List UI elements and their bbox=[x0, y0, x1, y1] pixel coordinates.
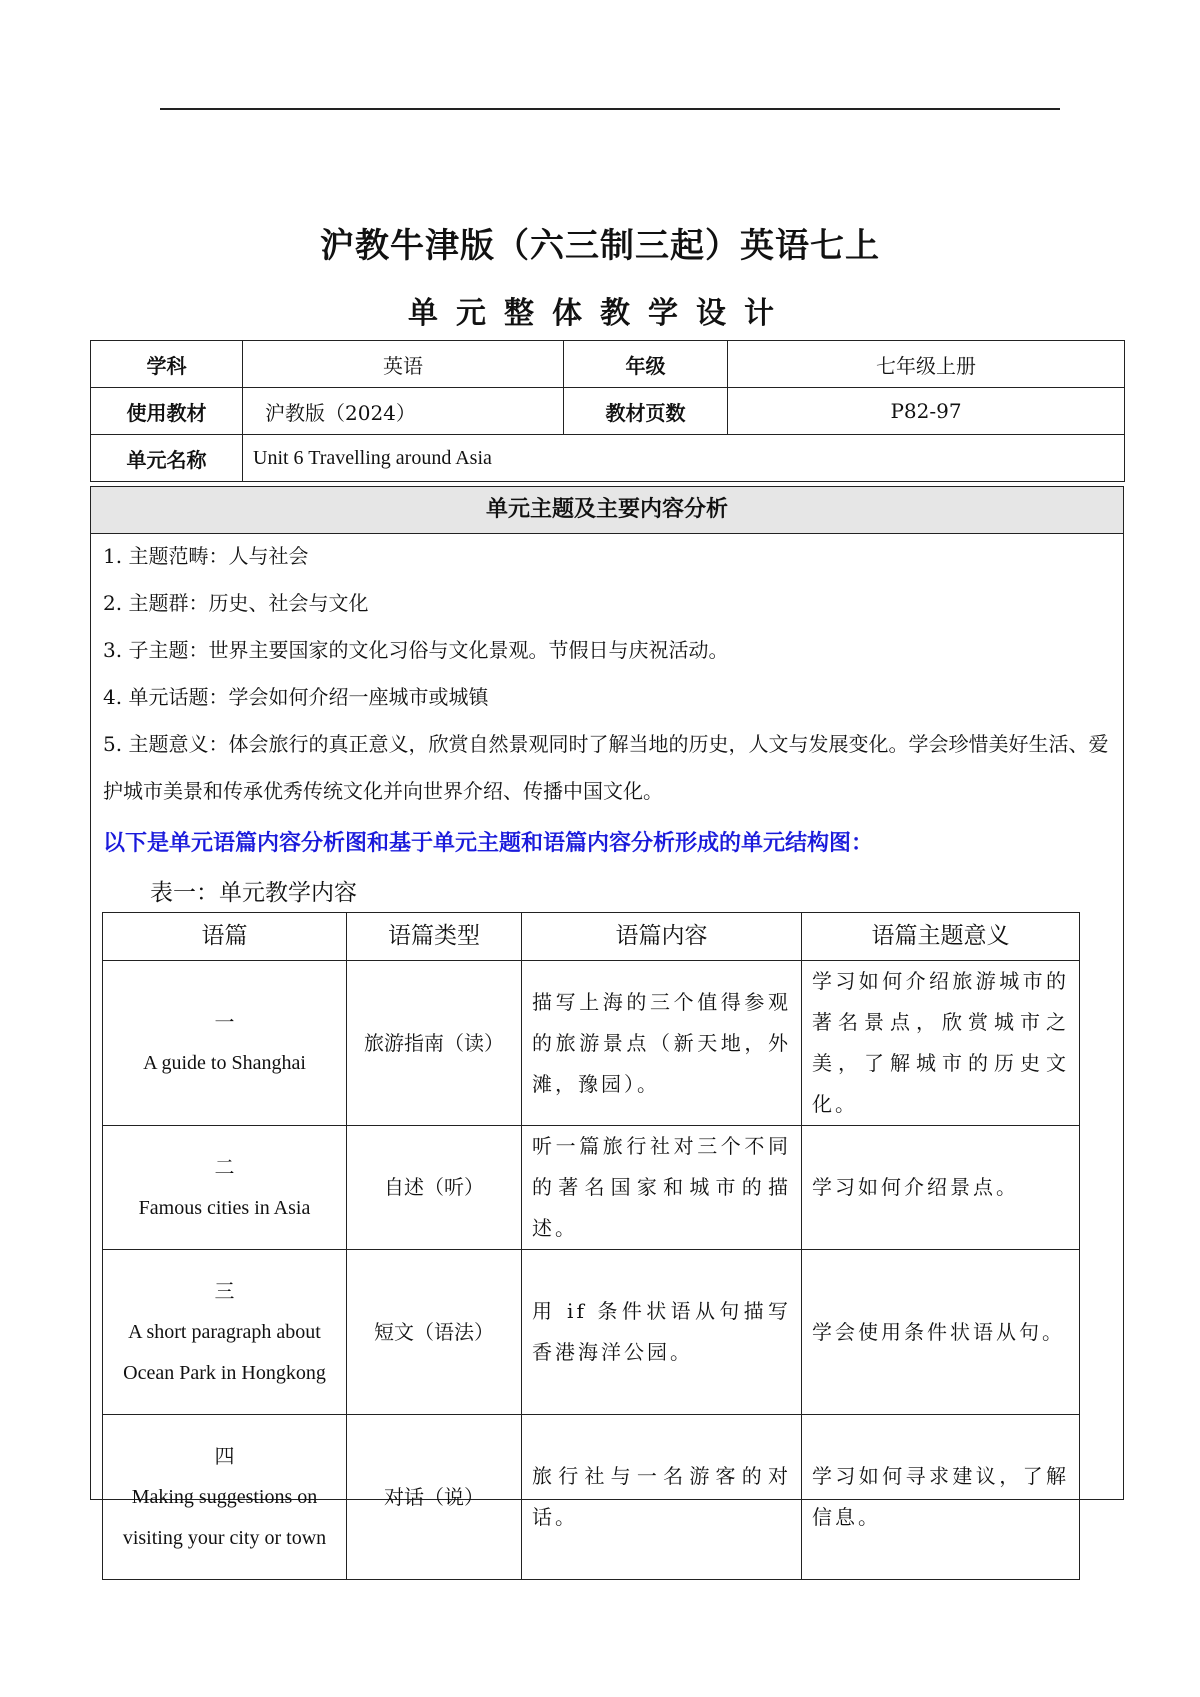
content-cell: 描写上海的三个值得参观的旅游景点（新天地，外滩，豫园）。 bbox=[522, 961, 802, 1126]
analysis-heading: 单元主题及主要内容分析 bbox=[90, 486, 1124, 534]
header-meaning: 语篇主题意义 bbox=[802, 913, 1080, 961]
passage-cell bbox=[103, 961, 347, 1126]
info-row-textbook bbox=[91, 388, 1125, 435]
passage-cell bbox=[103, 1415, 347, 1580]
meaning-cell: 学习如何介绍景点。 bbox=[802, 1126, 1080, 1250]
analysis-item-4: 4. 单元话题：学会如何介绍一座城市或城镇 bbox=[103, 685, 489, 709]
content-table bbox=[102, 912, 1080, 1580]
header-passage: 语篇 bbox=[103, 913, 347, 961]
info-row-subject bbox=[91, 341, 1125, 388]
document-title: 沪教牛津版（六三制三起）英语七上 bbox=[320, 226, 880, 266]
content-cell: 用 if 条件状语从句描写香港海洋公园。 bbox=[522, 1250, 802, 1415]
passage-number: 四 bbox=[214, 1443, 235, 1468]
subject-label: 学科 bbox=[91, 341, 243, 388]
subject-value: 英语 bbox=[243, 341, 564, 388]
header-content: 语篇内容 bbox=[522, 913, 802, 961]
info-row-unit bbox=[91, 435, 1125, 482]
analysis-item-5: 5. 主题意义：体会旅行的真正意义，欣赏自然景观同时了解当地的历史，人文与发展变化。学会珍惜美好生活、爱护城市美景和传承优秀传统文化并向世界介绍、传播中国文化。 bbox=[103, 732, 1109, 803]
passage-name: A short paragraph about Ocean Park in Hongkong bbox=[123, 1320, 326, 1384]
meaning-cell: 学习如何介绍旅游城市的著名景点，欣赏城市之美，了解城市的历史文化。 bbox=[802, 961, 1080, 1126]
table-row bbox=[103, 1250, 1080, 1415]
passage-cell bbox=[103, 1250, 347, 1415]
grade-label: 年级 bbox=[564, 341, 728, 388]
type-cell: 旅游指南（读） bbox=[347, 961, 522, 1126]
textbook-label: 使用教材 bbox=[91, 388, 243, 435]
unit-label: 单元名称 bbox=[91, 435, 243, 482]
meaning-cell: 学习如何寻求建议，了解信息。 bbox=[802, 1415, 1080, 1580]
textbook-value: 沪教版（2024） bbox=[243, 388, 564, 435]
passage-number: 二 bbox=[214, 1154, 235, 1179]
table-row bbox=[103, 961, 1080, 1126]
header-type: 语篇类型 bbox=[347, 913, 522, 961]
passage-name: Making suggestions on visiting your city or town bbox=[122, 1485, 327, 1549]
content-cell: 听一篇旅行社对三个不同的著名国家和城市的描述。 bbox=[522, 1126, 802, 1250]
content-cell: 旅行社与一名游客的对话。 bbox=[522, 1415, 802, 1580]
table-row bbox=[103, 1126, 1080, 1250]
type-cell: 自述（听） bbox=[347, 1126, 522, 1250]
analysis-item-2: 2. 主题群：历史、社会与文化 bbox=[103, 591, 369, 615]
analysis-item-1: 1. 主题范畴：人与社会 bbox=[103, 544, 309, 568]
passage-name: Famous cities in Asia bbox=[138, 1196, 311, 1219]
content-table-header bbox=[103, 913, 1080, 961]
passage-number: 一 bbox=[214, 1010, 235, 1034]
passage-name: A guide to Shanghai bbox=[143, 1052, 306, 1074]
pages-label: 教材页数 bbox=[564, 388, 728, 435]
type-cell: 短文（语法） bbox=[347, 1250, 522, 1415]
analysis-item-3: 3. 子主题：世界主要国家的文化习俗与文化景观。节假日与庆祝活动。 bbox=[103, 638, 729, 662]
unit-value: Unit 6 Travelling around Asia bbox=[243, 435, 1125, 482]
table-row bbox=[103, 1415, 1080, 1580]
type-cell: 对话（说） bbox=[347, 1415, 522, 1580]
passage-number: 三 bbox=[214, 1278, 235, 1303]
document-subtitle: 单元整体教学设计 bbox=[408, 296, 792, 331]
table-caption: 表一：单元教学内容 bbox=[150, 880, 357, 906]
meaning-cell: 学会使用条件状语从句。 bbox=[802, 1250, 1080, 1415]
grade-value: 七年级上册 bbox=[728, 341, 1125, 388]
structure-note: 以下是单元语篇内容分析图和基于单元主题和语篇内容分析形成的单元结构图： bbox=[103, 830, 874, 856]
pages-value: P82-97 bbox=[728, 388, 1125, 435]
info-table bbox=[90, 340, 1125, 482]
passage-cell bbox=[103, 1126, 347, 1250]
header-rule bbox=[160, 108, 1060, 110]
